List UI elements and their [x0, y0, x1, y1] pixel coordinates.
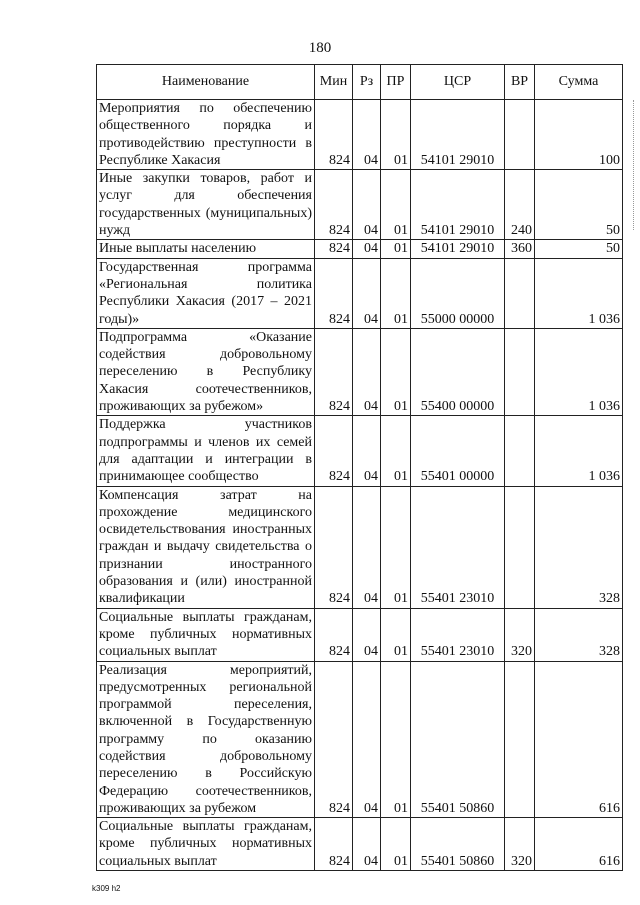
header-min: Мин — [315, 65, 353, 100]
cell-csr: 55400 00000 — [411, 328, 505, 415]
cell-sum: 50 — [535, 170, 623, 240]
cell-sum: 616 — [535, 818, 623, 871]
table-header-row — [97, 65, 623, 100]
table-row — [97, 416, 623, 486]
cell-pr: 01 — [381, 240, 411, 258]
cell-rz: 04 — [353, 328, 381, 415]
cell-vr — [505, 486, 535, 608]
cell-vr: 360 — [505, 240, 535, 258]
cell-vr — [505, 100, 535, 170]
cell-pr: 01 — [381, 258, 411, 328]
table-row — [97, 486, 623, 608]
header-vr: ВР — [505, 65, 535, 100]
cell-rz: 04 — [353, 661, 381, 818]
cell-min: 824 — [315, 100, 353, 170]
cell-csr: 55401 23010 — [411, 486, 505, 608]
cell-csr: 54101 29010 — [411, 170, 505, 240]
cell-min: 824 — [315, 661, 353, 818]
cell-csr: 54101 29010 — [411, 240, 505, 258]
cell-sum: 1 036 — [535, 328, 623, 415]
cell-rz: 04 — [353, 818, 381, 871]
cell-sum: 328 — [535, 608, 623, 661]
cell-rz: 04 — [353, 416, 381, 486]
table-row — [97, 818, 623, 871]
header-pr: ПР — [381, 65, 411, 100]
cell-sum: 1 036 — [535, 258, 623, 328]
cell-pr: 01 — [381, 416, 411, 486]
cell-rz: 04 — [353, 170, 381, 240]
cell-min: 824 — [315, 240, 353, 258]
cell-name: Поддержка участников подпрограммы и членов их семей для адаптации и интеграции в принимающее сообщество — [97, 416, 315, 486]
cell-sum: 50 — [535, 240, 623, 258]
cell-sum: 1 036 — [535, 416, 623, 486]
budget-table — [96, 64, 623, 871]
cell-csr: 54101 29010 — [411, 100, 505, 170]
cell-min: 824 — [315, 328, 353, 415]
header-name: Наименование — [97, 65, 315, 100]
cell-vr — [505, 258, 535, 328]
cell-min: 824 — [315, 170, 353, 240]
cell-name: Социальные выплаты гражданам, кроме публичных нормативных социальных выплат — [97, 818, 315, 871]
cell-name: Подпрограмма «Оказание содействия добровольному переселению в Республику Хакасия соотечественников, проживающих за рубежом» — [97, 328, 315, 415]
cell-sum: 616 — [535, 661, 623, 818]
cell-name: Иные выплаты населению — [97, 240, 315, 258]
cell-sum: 100 — [535, 100, 623, 170]
table-row — [97, 240, 623, 258]
cell-min: 824 — [315, 486, 353, 608]
cell-name: Компенсация затрат на прохождение медицинского освидетельствования иностранных граждан и выдачу свидетельства о признании иностранного образования и (или) иностранной квалификации — [97, 486, 315, 608]
table-row — [97, 608, 623, 661]
cell-rz: 04 — [353, 258, 381, 328]
cell-rz: 04 — [353, 486, 381, 608]
page-number: 180 — [308, 40, 332, 56]
table-row — [97, 100, 623, 170]
cell-vr — [505, 328, 535, 415]
cell-csr: 55401 50860 — [411, 661, 505, 818]
cell-rz: 04 — [353, 240, 381, 258]
cell-vr — [505, 416, 535, 486]
header-sum: Сумма — [535, 65, 623, 100]
cell-vr: 320 — [505, 818, 535, 871]
cell-vr: 320 — [505, 608, 535, 661]
cell-rz: 04 — [353, 100, 381, 170]
table-row — [97, 328, 623, 415]
cell-pr: 01 — [381, 100, 411, 170]
cell-vr — [505, 661, 535, 818]
cell-rz: 04 — [353, 608, 381, 661]
cell-csr: 55401 00000 — [411, 416, 505, 486]
cell-name: Реализация мероприятий, предусмотренных региональной программой переселения, включенной в Государственную программу по оказанию содействия добровольному переселению в Российскую Федерацию соотечественников, проживающих за рубежом — [97, 661, 315, 818]
cell-csr: 55401 50860 — [411, 818, 505, 871]
cell-pr: 01 — [381, 661, 411, 818]
table-row — [97, 258, 623, 328]
footer-code: k309 h2 — [92, 884, 121, 893]
header-csr: ЦСР — [411, 65, 505, 100]
cell-pr: 01 — [381, 328, 411, 415]
cell-min: 824 — [315, 258, 353, 328]
cell-vr: 240 — [505, 170, 535, 240]
cell-csr: 55000 00000 — [411, 258, 505, 328]
table-row — [97, 170, 623, 240]
cell-name: Иные закупки товаров, работ и услуг для обеспечения государственных (муниципальных) нужд — [97, 170, 315, 240]
header-rz: Рз — [353, 65, 381, 100]
cell-csr: 55401 23010 — [411, 608, 505, 661]
cell-pr: 01 — [381, 170, 411, 240]
cell-pr: 01 — [381, 608, 411, 661]
cell-min: 824 — [315, 608, 353, 661]
cell-min: 824 — [315, 416, 353, 486]
cell-name: Государственная программа «Региональная политика Республики Хакасия (2017 – 2021 годы)» — [97, 258, 315, 328]
cell-name: Социальные выплаты гражданам, кроме публичных нормативных социальных выплат — [97, 608, 315, 661]
cell-name: Мероприятия по обеспечению общественного порядка и противодействию преступности в Республике Хакасия — [97, 100, 315, 170]
table-row — [97, 661, 623, 818]
cell-pr: 01 — [381, 486, 411, 608]
margin-dots — [633, 100, 635, 230]
cell-pr: 01 — [381, 818, 411, 871]
cell-min: 824 — [315, 818, 353, 871]
cell-sum: 328 — [535, 486, 623, 608]
